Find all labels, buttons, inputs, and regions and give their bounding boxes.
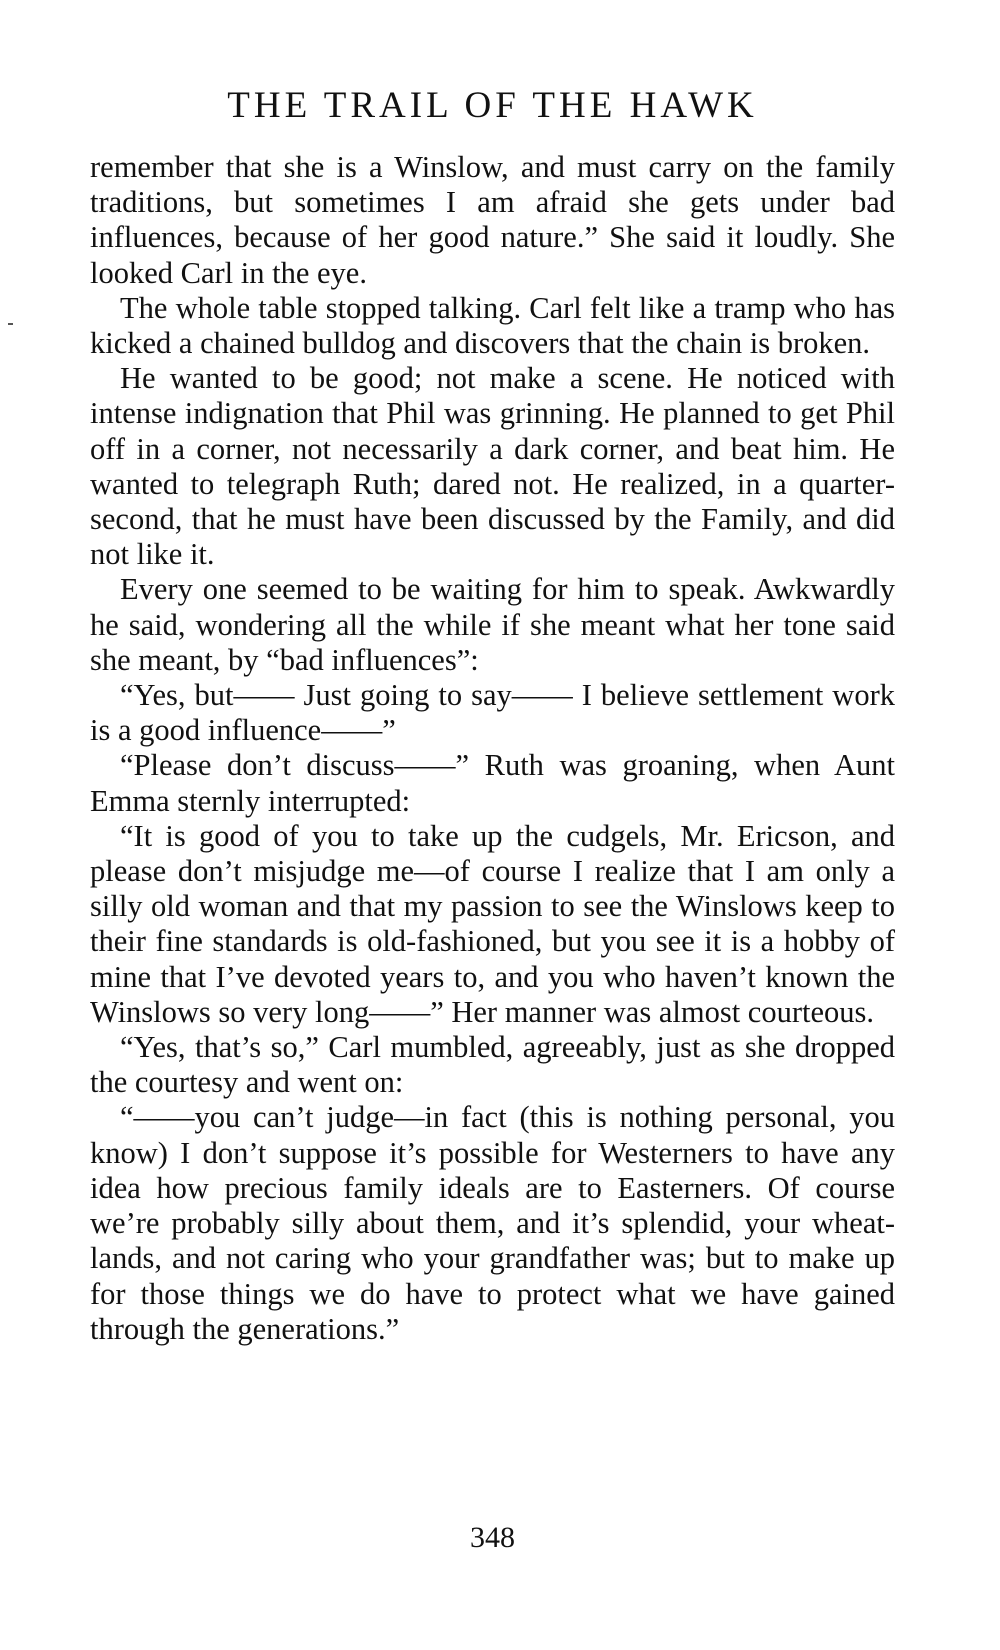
paragraph: “It is good of you to take up the cudgels, Mr. Ericson, and please don’t misjudge me—of course I realize that I am only a silly old woman and that my passion to see the Winslows keep to their fine standards is old-fashioned, but you see it is a hobby of mine that I’ve devoted years to, and you who haven’t known the Winslows so very long——” Her manner was almost courteous.: [90, 818, 895, 1029]
paragraph: He wanted to be good; not make a scene. He noticed with intense indignation that Phil was grinning. He planned to get Phil off in a corner, not necessarily a dark corner, and beat him. He wanted to telegraph Ruth; dared not. He realized, in a quarter-second, that he must have been discussed by the Family, and did not like it.: [90, 361, 895, 572]
margin-speck: [8, 323, 13, 325]
body-text: [90, 150, 895, 1347]
paragraph: “Yes, but—— Just going to say—— I believe settlement work is a good influence——”: [90, 678, 895, 748]
paragraph: The whole table stopped talking. Carl felt like a tramp who has kicked a chained bulldog and discovers that the chain is broken.: [90, 290, 895, 361]
paragraph: “——you can’t judge—in fact (this is nothing personal, you know) I don’t suppose it’s possible for Westerners to have any idea how precious family ideals are to Easterners. Of course we’re probably silly about them, and it’s splendid, your wheat-lands, and not caring who your grandfather was; but to make up for those things we do have to protect what we have gained through the generations.”: [90, 1100, 895, 1346]
running-head: THE TRAIL OF THE HAWK: [227, 85, 758, 126]
paragraph: Every one seemed to be waiting for him to speak. Awkwardly he said, wondering all the while if she meant what her tone said she meant, by “bad influences”:: [90, 572, 895, 677]
paragraph: “Yes, that’s so,” Carl mumbled, agreeably, just as she dropped the courtesy and went on:: [90, 1030, 895, 1100]
page-number: 348: [470, 1521, 515, 1554]
paragraph: “Please don’t discuss——” Ruth was groaning, when Aunt Emma sternly interrupted:: [90, 748, 895, 818]
paragraph-continued: remember that she is a Winslow, and must carry on the family traditions, but sometimes I am afraid she gets under bad influences, because of her good nature.” She said it loudly. She looked Carl in the eye.: [90, 150, 895, 290]
